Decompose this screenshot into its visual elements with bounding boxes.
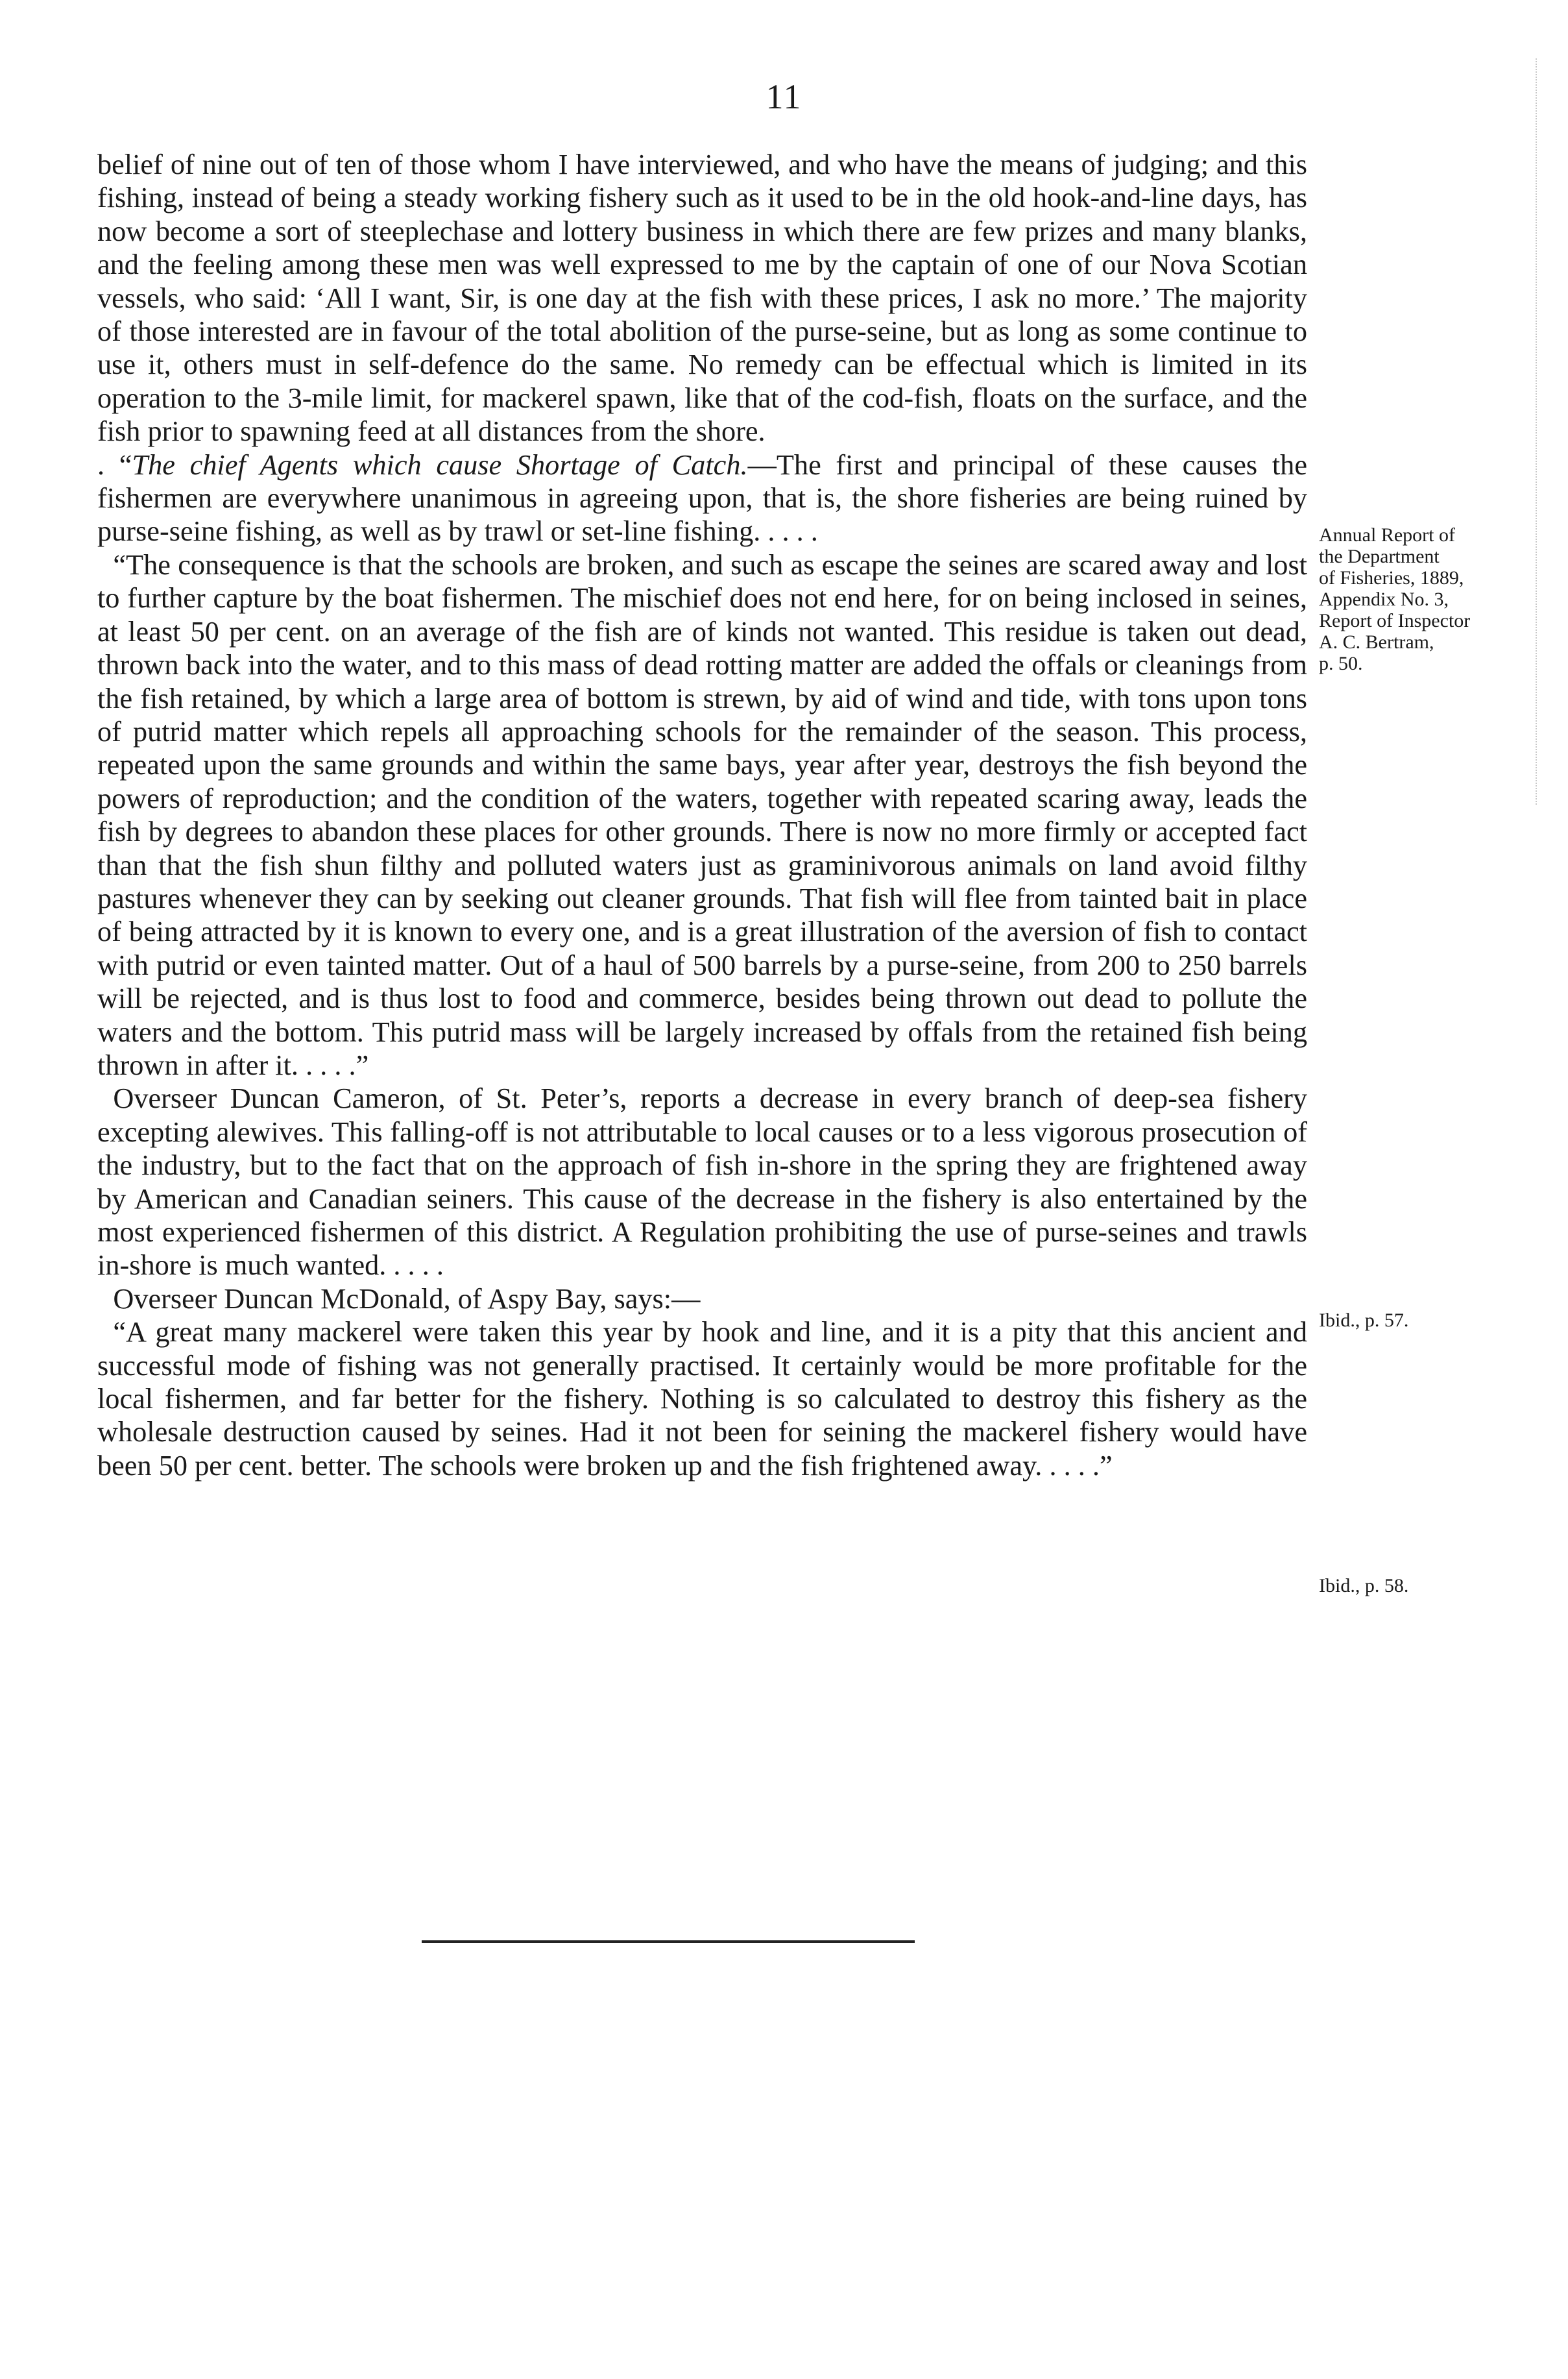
- footer-rule: [422, 1940, 915, 1943]
- margin-note-annual-report: [1319, 524, 1501, 674]
- body-text: [97, 148, 1307, 1482]
- paragraph-3: “The consequence is that the schools are broken, and such as escape the seines are scared away and lost to further capture by the boat fishermen. The mischief does not end here, for on being inclosed in seines, at least 50 per cent. on an average of the fish are of kinds not wanted. This residue is taken out dead, thrown back into the water, and to this mass of dead rotting matter are added the offals or cleanings from the fish retained, by which a large area of bottom is strewn, by aid of wind and tide, with tons upon tons of putrid matter which repels all approaching schools for the remainder of the season. This process, repeated upon the same grounds and within the same bays, year after year, destroys the fish beyond the powers of reproduction; and the condition of the waters, together with repeated scaring away, leads the fish by degrees to abandon these places for other grounds. There is now no more firmly or accepted fact than that the fish shun filthy and polluted waters just as graminivorous animals on land avoid filthy pastures whenever they can by seeking out cleaner grounds. That fish will flee from tainted bait in place of being attracted by it is known to every one, and is a great illustration of the aversion of fish to contact with putrid or even tainted matter. Out of a haul of 500 barrels by a purse-seine, from 200 to 250 barrels will be rejected, and is thus lost to food and commerce, besides being thrown out dead to pollute the waters and the bottom. This putrid mass will be largely increased by offals from the retained fish being thrown in after it. . . . .”: [97, 548, 1307, 1081]
- margin-note-line: Report of Inspector: [1319, 610, 1471, 631]
- paragraph-4: Overseer Duncan Cameron, of St. Peter’s, reports a decrease in every branch of deep-sea fishery excepting alewives. This falling-off is not attributable to local causes or to a less vigorous prosecution of the industry, but to the fact that on the approach of fish in-shore in the spring they are frightened away by American and Canadian seiners. This cause of the decrease in the fishery is also entertained by the most experienced fishermen of this district. A Regulation prohibiting the use of purse-seines and trawls in-shore is much wanted. . . . .: [97, 1082, 1307, 1282]
- section-heading-italic: The chief Agents which cause Shortage of Catch.: [132, 448, 748, 481]
- margin-note-line: Annual Report of: [1319, 524, 1455, 546]
- margin-note-ibid-58: Ibid., p. 58.: [1319, 1575, 1409, 1596]
- paragraph-5: Overseer Duncan McDonald, of Aspy Bay, says:—: [113, 1282, 701, 1315]
- paragraph-2: [97, 448, 1307, 548]
- margin-note-line: the Department: [1319, 546, 1440, 567]
- paragraph-1: belief of nine out of ten of those whom I have interviewed, and who have the means of judging; and this fishing, instead of being a steady working fishery such as it used to be in the old hook-and-line days, has now become a sort of steeplechase and lottery business in which there are few prizes and many blanks, and the feeling among these men was well expressed to me by the captain of one of our Nova Scotian vessels, who said: ‘All I want, Sir, is one day at the fish with these prices, I ask no more.’ The majority of those interested are in favour of the total abolition of the purse-seine, but as long as some continue to use it, others must in self-defence do the same. No remedy can be effectual which is limited in its operation to the 3-mile limit, for mackerel spawn, like that of the cod-fish, floats on the surface, and the fish prior to spawning feed at all distances from the shore.: [97, 149, 1307, 448]
- margin-note-ibid-57: Ibid., p. 57.: [1319, 1310, 1409, 1331]
- margin-note-line: Appendix No. 3,: [1319, 589, 1449, 610]
- margin-note-line: p. 50.: [1319, 653, 1363, 674]
- page-number: 11: [766, 77, 802, 116]
- scan-edge-mark: [1534, 58, 1537, 805]
- paragraph-2-open: . “: [97, 448, 132, 481]
- paragraph-6: “A great many mackerel were taken this year by hook and line, and it is a pity that this ancient and successful mode of fishing was not generally practised. It certainly would be more profitable for the local fishermen, and far better for the fishery. Nothing is so calculated to destroy this fishery as the wholesale destruction caused by seines. Had it not been for seining the mackerel fishery would have been 50 per cent. better. The schools were broken up and the fish frightened away. . . . .”: [97, 1316, 1307, 1482]
- margin-note-line: A. C. Bertram,: [1319, 631, 1434, 653]
- margin-note-line: of Fisheries, 1889,: [1319, 567, 1464, 589]
- paragraph-2-text: —The first and principal of these causes the fishermen are everywhere unanimous in agreeing upon, that is, the shore fisheries are being ruined by purse-seine fishing, as well as by trawl or set-line fishing. . . . .: [97, 448, 1307, 548]
